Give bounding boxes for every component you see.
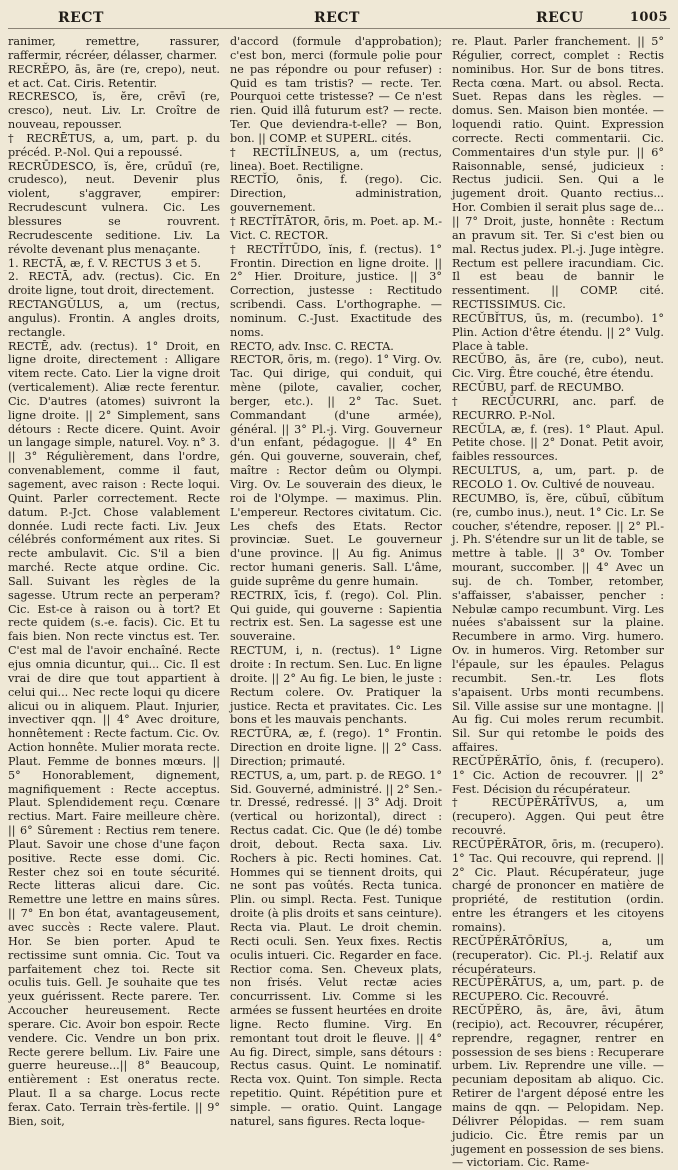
dictionary-entry: RECTŪRA, æ, f. (rego). 1° Frontin. Direction en droite ligne. || 2° Cass. Direction; primauté. <box>230 727 442 768</box>
column-middle <box>230 35 442 1128</box>
dictionary-entry: RECTĒ, adv. (rectus). 1° Droit, en ligne droite, directement : Alligare vitem recte. Cato. Lier la vigne droit (verticalement). Aliæ recte ferentur. Cic. D'autres (atomes) suivront la ligne droite. || 2° Simplement, sans détours : Recte dicere. Quint. Avoir un langage simple, naturel. Voy. n° 3. || 3° Régulièrement, dans l'ordre, convenablement, comme il faut, sagement, avec raison : Recte loqui. Quint. Parler correctement. Recte datum. P.-Jct. Chose valablement donnée. Ludi recte facti. Liv. Jeux célébrés conformément aux rites. Si recte ambulavit. Cic. S'il a bien marché. Recte atque ordine. Cic. Sall. Suivant les règles de la sagesse. Utrum recte an perperam? Cic. Est-ce à raison ou à tort? Et recte quidem (s.-e. facis). Cic. Et tu fais bien. Non recte vinctus est. Ter. C'est mal de l'avoir enchaîné. Recte ejus omnia dicuntur, qui... Cic. Il est vrai de dire que tout appartient à celui qui... Nec recte loqui qu dicere alicui ou in aliquem. Plaut. Injurier, invectiver qqn. || 4° Avec droiture, honnêtement : Recte factum. Cic. Ov. Action honnête. Mulier morata recte. Plaut. Femme de bonnes mœurs. || 5° Honorablement, dignement, magnifiquement : Recte acceptus. Plaut. Splendidement reçu. Cœnare rectius. Mart. Faire meilleure chère. || 6° Sûrement : Rectius rem tenere. Plaut. Savoir une chose d'une façon positive. Recte esse domi. Cic. Rester chez soi en toute sécurité. Recte litteras alicui dare. Cic. Remettre une lettre en mains sûres. || 7° En bon état, avantageusement, avec succès : Recte valere. Plaut. Hor. Se bien porter. Apud te rectissime sunt omnia. Cic. Tout va parfaitement chez toi. Recte sit oculis tuis. Gell. Je souhaite que tes yeux guérissent. Recte parere. Ter. Accoucher heureusement. Recte sperare. Cic. Avoir bon espoir. Recte vendere. Cic. Vendre un bon prix. Recte gerere bellum. Liv. Faire une guerre heureuse...|| 8° Beaucoup, entièrement : Est oneratus recte. Plaut. Il a sa charge. Locus recte ferax. Cato. Terrain très-fertile. || 9° Bien, soit, <box>8 339 220 1128</box>
dictionary-entry: RECŬLA, æ, f. (res). 1° Plaut. Apul. Petite chose. || 2° Donat. Petit avoir, faibles ressources. <box>452 422 664 464</box>
header-left-guide-word: RECT <box>58 10 104 26</box>
dictionary-entry: RECŬPĔRĀTĬO, ōnis, f. (recupero). 1° Cic. Action de recouvrer. || 2° Fest. Décision du récupérateur. <box>452 754 664 796</box>
dictionary-entry: RECTRIX, īcis, f. (rego). Col. Plin. Qui guide, qui gouverne : Sapientia rectrix est. Sen. La sagesse est une souveraine. <box>230 588 442 644</box>
column-right <box>452 35 664 1170</box>
dictionary-entry: RECŬPĔRĀTOR, ōris, m. (recupero). 1° Tac. Qui recouvre, qui reprend. || 2° Cic. Plaut. Récupérateur, juge chargé de prononcer en matière de propriété, de restitution (ordin. entre les étrangers et les citoyens romains). <box>452 837 664 934</box>
dictionary-entry: RECTO, adv. Insc. C. RECTA. <box>230 339 394 353</box>
dictionary-entry: RECTĬO, ōnis, f. (rego). Cic. Direction, administration, gouvernement. <box>230 173 442 215</box>
dictionary-entry: ranimer, remettre, rassurer, raffermir, récréer, délasser, charmer. <box>8 35 220 62</box>
dictionary-entry: re. Plaut. Parler franchement. || 5° Régulier, correct, complet : Rectis nominibus. Hor. Sur de bons titres. Recta cœna. Mart. ou absol. Recta. Suet. Repas dans les règles. — domus. Sen. Maison bien montée. — loquendi ratio. Quint. Expression correcte. Recti commentarii. Cic. Commentaires d'un style pur. || 6° Raisonnable, sensé, judicieux : Rectus judicii. Sen. Qui a le jugement droit. Quanto rectius... Hor. Combien il serait plus sage de... || 7° Droit, juste, honnête : Rectum an pravum sit. Ter. Si c'est bien ou mal. Rectus judex. Pl.-j. Juge intègre. Rectum est pellere iracundiam. Cic. Il est beau de bannir le ressentiment. || COMP. cité. RECTISSIMUS. Cic. <box>452 35 664 312</box>
dictionary-entry: RECRESCO, ĭs, ĕre, crēvī (re, cresco), neut. Liv. Lr. Croître de nouveau, repousser. <box>8 90 220 132</box>
dictionary-entry: RECŬBU, parf. de RECUMBO. <box>452 381 625 395</box>
running-header <box>8 8 670 29</box>
column-left <box>8 35 220 1128</box>
dictionary-entry: † RECTĬLĪNEUS, a, um (rectus, linea). Boet. Rectiligne. <box>230 145 442 173</box>
dictionary-entry: † RECTĬTŪDO, ĭnis, f. (rectus). 1° Frontin. Direction en ligne droite. || 2° Hier. Droiture, justice. || 3° Correction, justesse : Rectitudo scribendi. Cass. L'orthographe. — nominum. C.-Just. Exactitude des noms. <box>230 242 442 339</box>
dictionary-entry: RECŬPĔRO, ās, āre, āvi, ātum (recipio), act. Recouvrer, récupérer, reprendre, regagner, rentrer en possession de ses biens : Recuperare urbem. Liv. Reprendre une ville. — pecuniam depositam ab aliquo. Cic. Retirer de l'argent déposé entre les mains de qqn. — Pelopidam. Nep. Délivrer Pélopidas. — rem suam judicio. Cic. Être remis par un jugement en possession de ses biens. — victoriam. Cic. Rame- <box>452 1004 664 1170</box>
dictionary-entry: RECRŪDESCO, ĭs, ĕre, crūduī (re, crudesco), neut. Devenir plus violent, s'aggraver, empirer: Recrudescunt vulnera. Cic. Les blessures se rouvrent. Recrudescente seditione. Liv. La révolte devenant plus menaçante. <box>8 159 220 256</box>
dictionary-entry: RECTANGŬLUS, a, um (rectus, angulus). Frontin. A angles droits, rectangle. <box>8 298 220 339</box>
dictionary-entry: 2. RECTĀ, adv. (rectus). Cic. En droite ligne, tout droit, directement. <box>8 270 220 298</box>
dictionary-entry: RECŬBĬTUS, ūs, m. (recumbo). 1° Plin. Action d'être étendu. || 2° Vulg. Place à table. <box>452 311 664 353</box>
dictionary-entry: RECULTUS, a, um, part. p. de RECOLO 1. Ov. Cultivé de nouveau. <box>452 464 664 491</box>
dictionary-entry: RECTUM, i, n. (rectus). 1° Ligne droite : In rectum. Sen. Luc. En ligne droite. || 2° Au fig. Le bien, le juste : Rectum colere. Ov. Pratiquer la justice. Recta et pravitates. Cic. Les bons et les mauvais penchants. <box>230 644 442 727</box>
dictionary-entry: † RECTĬTĀTOR, ōris, m. Poet. ap. M.-Vict. C. RECTOR. <box>230 214 442 242</box>
header-right-guide-word: RECU <box>536 10 584 26</box>
dictionary-entry: RECTOR, ōris, m. (rego). 1° Virg. Ov. Tac. Qui dirige, qui conduit, qui mène (pilote, cavalier, cocher, berger, etc.). || 2° Tac. Suet. Commandant (d'une armée), général. || 3° Pl.-j. Virg. Gouverneur d'un enfant, pédagogue. || 4° En gén. Qui gouverne, souverain, chef, maître : Rector deûm ou Olympi. Virg. Ov. Le souverain des dieux, le roi de l'Olympe. — maximus. Plin. L'empereur. Rectores civitatum. Cic. Les chefs des Etats. Rector provinciæ. Suet. Le gouverneur d'une province. || Au fig. Animus rector humani generis. Sall. L'âme, guide suprême du genre humain. <box>230 353 442 588</box>
dictionary-entry: RECTUS, a, um, part. p. de REGO. 1° Sid. Gouverné, administré. || 2° Sen.-tr. Dressé, redressé. || 3° Adj. Droit (vertical ou horizontal), direct : Rectus cadat. Cic. Que (le dé) tombe droit, debout. Recta saxa. Liv. Rochers à pic. Recti homines. Cat. Hommes qui se tiennent droits, qui ne sont pas voûtés. Recta tunica. Plin. ou simpl. Recta. Fest. Tunique droite (à plis droits et sans ceinture). Recta via. Plaut. Le droit chemin. Recti oculi. Sen. Yeux fixes. Rectis oculis intueri. Cic. Regarder en face. Rectior coma. Sen. Cheveux plats, non frisés. Velut rectæ acies concurrissent. Liv. Comme si les armées se fussent heurtées en droite ligne. Recto flumine. Virg. En remontant tout droit le fleuve. || 4° Au fig. Direct, simple, sans détours : Rectus casus. Quint. Le nominatif. Recta vox. Quint. Ton simple. Recta repetitio. Quint. Répétition pure et simple. — oratio. Quint. Langage naturel, sans figures. Recta loque- <box>230 768 442 1128</box>
dictionary-columns <box>8 35 670 1170</box>
page-number: 1005 <box>629 10 668 25</box>
dictionary-entry: RECRĔPO, ās, āre (re, crepo), neut. et act. Cat. Ciris. Retentir. <box>8 62 220 90</box>
dictionary-entry: † RECRĒTUS, a, um, part. p. du précéd. P.-Nol. Qui a repoussé. <box>8 131 220 159</box>
dictionary-entry: RECŬBO, ās, āre (re, cubo), neut. Cic. Virg. Être couché, être étendu. <box>452 353 664 381</box>
dictionary-entry: † RECŬPĔRĀTĪVUS, a, um (recupero). Aggen. Qui peut être recouvré. <box>452 796 664 838</box>
dictionary-entry: d'accord (formule d'approbation); c'est bon, merci (formule polie pour ne pas répondre ou pour refuser) : Quid es tam tristis? — recte. Ter. Pourquoi cette tristesse? — Ce n'est rien. Quid illâ futurum est? — recte. Ter. Que deviendra-t-elle? — Bon, bon. || COMP. et SUPERL. cités. <box>230 35 442 145</box>
header-center-guide-word: RECT <box>314 10 360 26</box>
dictionary-entry: † RECŬCURRI, anc. parf. de RECURRO. P.-Nol. <box>452 394 664 422</box>
dictionary-entry: RECUMBO, ĭs, ĕre, cŭbuī, cŭbĭtum (re, cumbo inus.), neut. 1° Cic. Lr. Se coucher, s'étendre, reposer. || 2° Pl.-j. Ph. S'étendre sur un lit de table, se mettre à table. || 3° Ov. Tomber mourant, succomber. || 4° Avec un suj. de ch. Tomber, retomber, s'affaisser, s'abaisser, pencher : Nebulæ campo recumbunt. Virg. Les nuées s'abaissent sur la plaine. Recumbere in armo. Virg. humero. Ov. in humeros. Virg. Retomber sur l'épaule, sur les épaules. Pelagus recumbit. Sen.-tr. Les flots s'apaisent. Urbs monti recumbens. Sil. Ville assise sur une montagne. || Au fig. Cui moles rerum recumbit. Sil. Sur qui retombe le poids des affaires. <box>452 491 664 755</box>
dictionary-entry: RECŬPĔRĀTUS, a, um, part. p. de RECUPERO. Cic. Recouvré. <box>452 976 664 1004</box>
dictionary-entry: RECŬPĔRĀTŌRĬUS, a, um (recuperator). Cic. Pl.-j. Relatif aux récupérateurs. <box>452 934 664 976</box>
dictionary-entry: 1. RECTĀ, æ, f. V. RECTUS 3 et 5. <box>8 256 202 270</box>
